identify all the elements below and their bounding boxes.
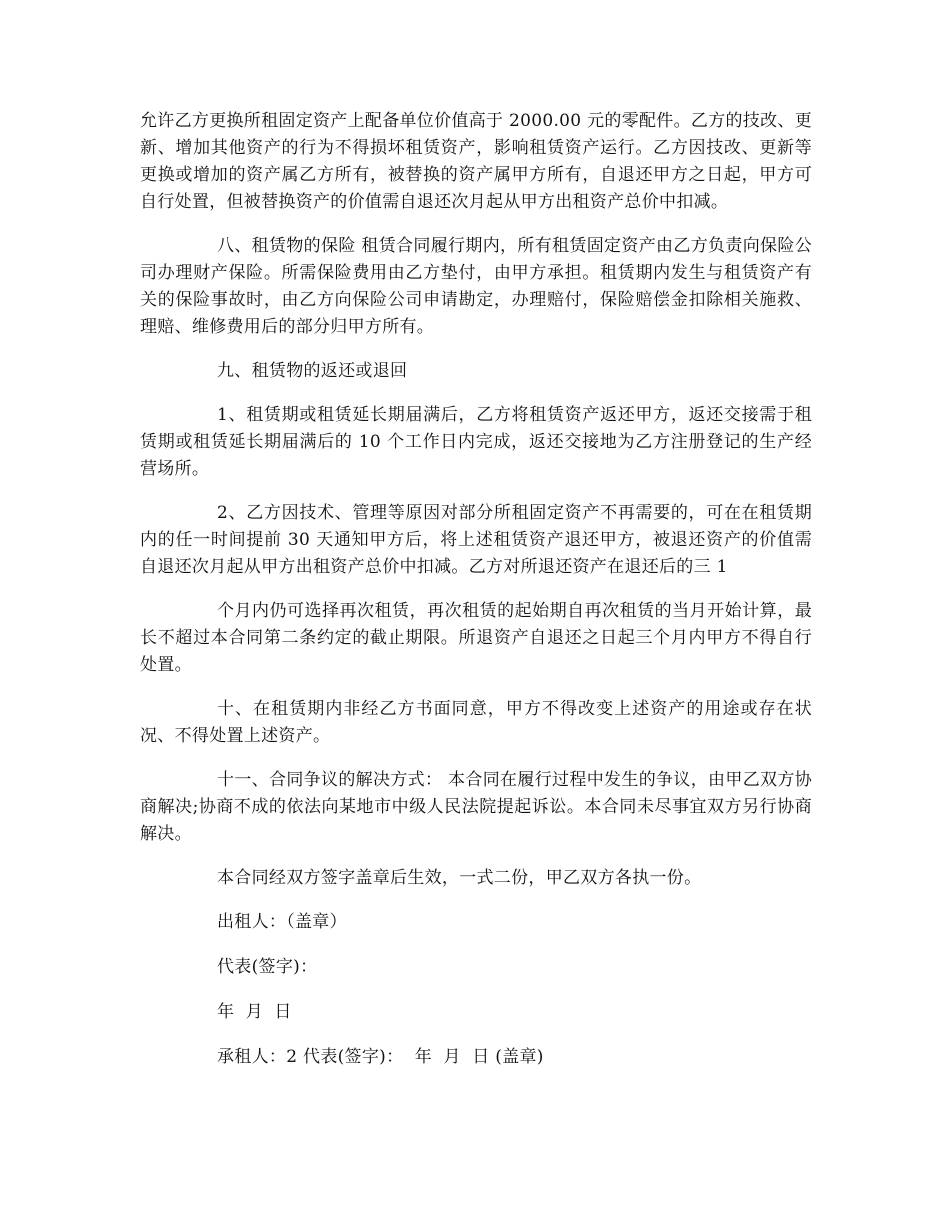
paragraph-effectiveness: 本合同经双方签字盖章后生效，一式二份，甲乙双方各执一份。 (217, 868, 702, 888)
paragraph-spare-parts: 允许乙方更换所租固定资产上配备单位价值高于 2000.00 元的零配件。乙方的技改、更新、增加其他资产的行为不得损坏租赁资产，影响租赁资产运行。乙方因技改、更新等更换或增加的资产属乙方所有，被替换的资产属甲方所有，自退还甲方之日起，甲方可自行处置，但被替换资产的价值需自退还次月起从甲方出租资产总价中扣减。 (140, 111, 813, 212)
heading-return: 九、租赁物的返还或退回 (217, 361, 408, 381)
paragraph-return-2: 2、乙方因技术、管理等原因对部分所租固定资产不再需要的，可在在租赁期内的任一时间提前 30 天通知甲方后，将上述租赁资产退还甲方，被退还资产的价值需自退还次月起从甲方出租资产总价中扣减。乙方对所退还资产在退还后的三 1 (140, 503, 812, 577)
date-line: 年 月 日 (217, 1002, 292, 1022)
paragraph-return-1: 1、租赁期或租赁延长期届满后，乙方将租赁资产返还甲方，返还交接需于租赁期或租赁延长期届满后的 10 个工作日内完成，返还交接地为乙方注册登记的生产经营场所。 (140, 405, 812, 479)
paragraph-asset-use: 十、在租赁期内非经乙方书面同意，甲方不得改变上述资产的用途或存在状况、不得处置上述资产。 (140, 699, 812, 746)
lessee-signature-line: 承租人：2 代表(签字)： 年 月 日 (盖章) (217, 1047, 544, 1067)
representative-signature-line: 代表(签字)： (217, 957, 318, 977)
paragraph-insurance: 八、租赁物的保险 租赁合同履行期内，所有租赁固定资产由乙方负责向保险公司办理财产保险。所需保险费用由乙方垫付，由甲方承担。租赁期内发生与租赁资产有关的保险事故时，由乙方向保险公司申请勘定，办理赔付，保险赔偿金扣除相关施救、理赔、维修费用后的部分归甲方所有。 (140, 236, 812, 337)
document-page (140, 108, 812, 1089)
paragraph-dispute: 十一、合同争议的解决方式： 本合同在履行过程中发生的争议，由甲乙双方协商解决;协商不成的依法向某地市中级人民法院提起诉讼。本合同未尽事宜双方另行协商解决。 (140, 770, 812, 844)
paragraph-re-lease: 个月内仍可选择再次租赁，再次租赁的起始期自再次租赁的当月开始计算，最长不超过本合同第二条约定的截止期限。所退资产自退还之日起三个月内甲方不得自行处置。 (140, 601, 812, 675)
lessor-signature-line: 出租人：（盖章） (217, 912, 347, 932)
